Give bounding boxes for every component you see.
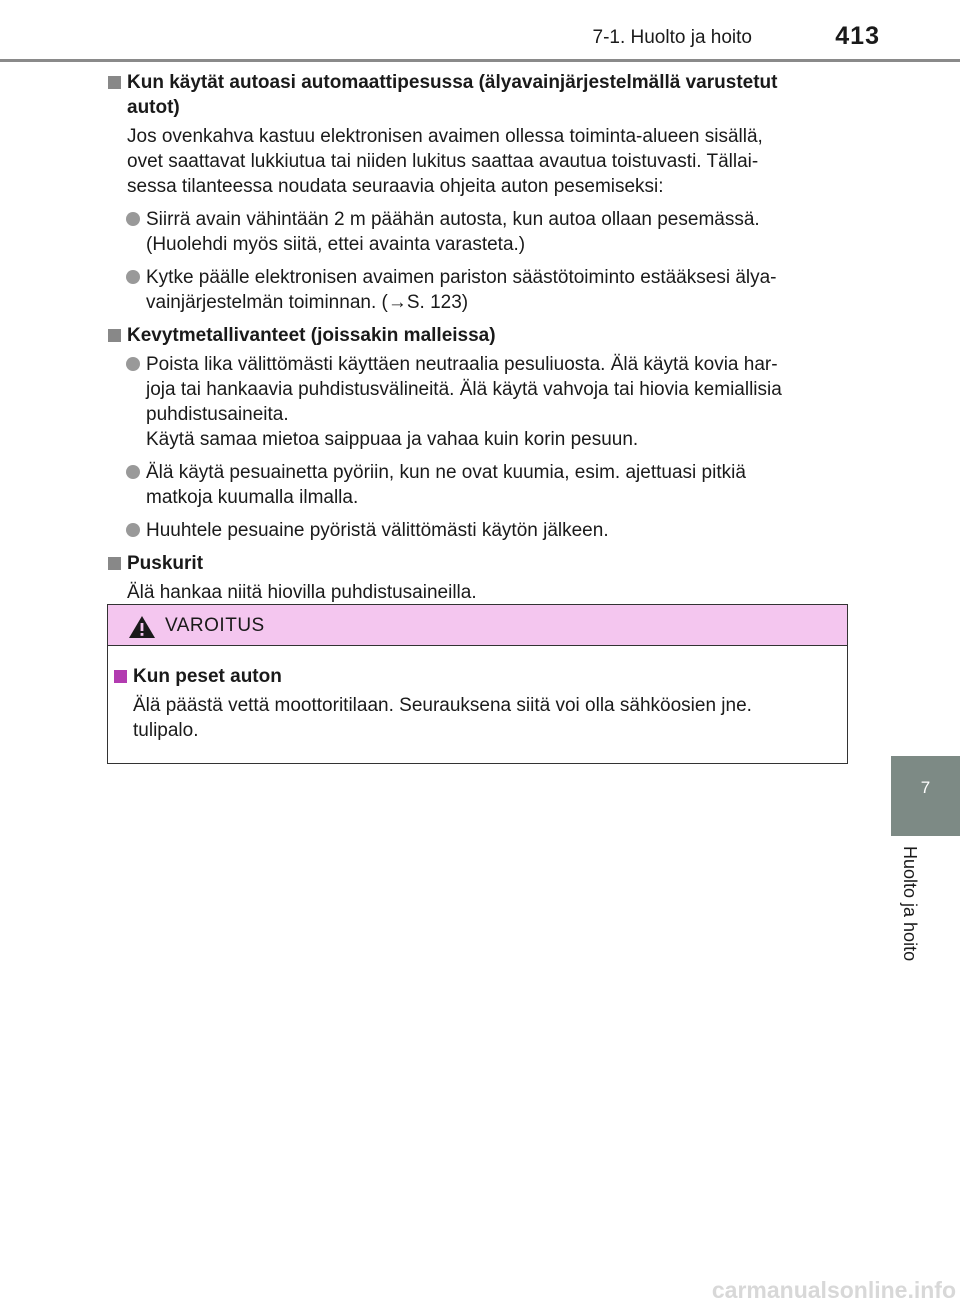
warning-triangle-icon bbox=[128, 615, 156, 639]
section-heading-bumpers: Puskurit bbox=[108, 551, 848, 576]
square-bullet-icon bbox=[114, 670, 127, 683]
circle-bullet-icon bbox=[126, 465, 140, 479]
page-number: 413 bbox=[835, 22, 880, 50]
square-bullet-icon bbox=[108, 76, 121, 89]
list-item: Älä käytä pesuainetta pyöriin, kun ne ovat kuumia, esim. ajettuasi pitkiä matkoja kuumalla ilmalla. bbox=[108, 460, 848, 510]
chapter-number: 7 bbox=[920, 778, 931, 797]
list-item: Kytke päälle elektronisen avaimen pariston säästötoiminto estääksesi älya- vainjärjestelmän toiminnan. (→S. 123) bbox=[108, 265, 848, 315]
square-bullet-icon bbox=[108, 329, 121, 342]
warning-heading: Kun peset auton bbox=[114, 664, 831, 689]
paragraph-smart-key-wash: Jos ovenkahva kastuu elektronisen avaimen ollessa toiminta-alueen sisällä, ovet saattavat lukkiutua tai niiden lukitus saattaa avautua toistuvasti. Tällai- sessa tilanteessa noudata seuraavia ohjeita auton pesemiseksi: bbox=[127, 126, 763, 197]
section-heading-smart-key-wash: Kun käytät autoasi automaattipesussa (älyavainjärjestelmällä varustetut autot) bbox=[108, 70, 848, 120]
circle-bullet-icon bbox=[126, 270, 140, 284]
circle-bullet-icon bbox=[126, 523, 140, 537]
warning-box bbox=[107, 604, 848, 764]
page-content bbox=[108, 70, 848, 613]
list-item: Siirrä avain vähintään 2 m päähän autosta, kun autoa ollaan pesemässä. (Huolehdi myös siitä, ettei avainta varasteta.) bbox=[108, 207, 848, 257]
list-item: Huuhtele pesuaine pyöristä välittömästi käytön jälkeen. bbox=[108, 518, 848, 543]
warning-body bbox=[108, 646, 847, 743]
paragraph-bumpers: Älä hankaa niitä hiovilla puhdistusaineilla. bbox=[127, 582, 477, 603]
chapter-tab[interactable] bbox=[891, 756, 960, 836]
circle-bullet-icon bbox=[126, 212, 140, 226]
section-heading-alloy-wheels: Kevytmetallivanteet (joissakin malleissa) bbox=[108, 323, 848, 348]
watermark: carmanualsonline.info bbox=[711, 1277, 956, 1303]
warning-header bbox=[108, 605, 847, 646]
circle-bullet-icon bbox=[126, 357, 140, 371]
page-reference-link[interactable]: S. 123) bbox=[406, 292, 469, 313]
list-item: Poista lika välittömästi käyttäen neutraalia pesuliuosta. Älä käytä kovia har- joja tai hankaavia puhdistusvälineitä. Älä käytä vahvoja tai hiovia kemiallisia puhdistusaineita. Käytä samaa mietoa saippuaa ja vahaa kuin korin pesuun. bbox=[108, 352, 848, 452]
warning-text: Älä päästä vettä moottoritilaan. Seurauksena siitä voi olla sähköosien jne. tulipalo. bbox=[133, 695, 752, 741]
square-bullet-icon bbox=[108, 557, 121, 570]
header-divider bbox=[0, 59, 960, 62]
warning-title: VAROITUS bbox=[165, 615, 265, 636]
page-header bbox=[0, 0, 960, 62]
arrow-right-icon: → bbox=[387, 292, 407, 313]
section-title: 7-1. Huolto ja hoito bbox=[592, 27, 752, 48]
chapter-label: Huolto ja hoito bbox=[900, 846, 920, 962]
